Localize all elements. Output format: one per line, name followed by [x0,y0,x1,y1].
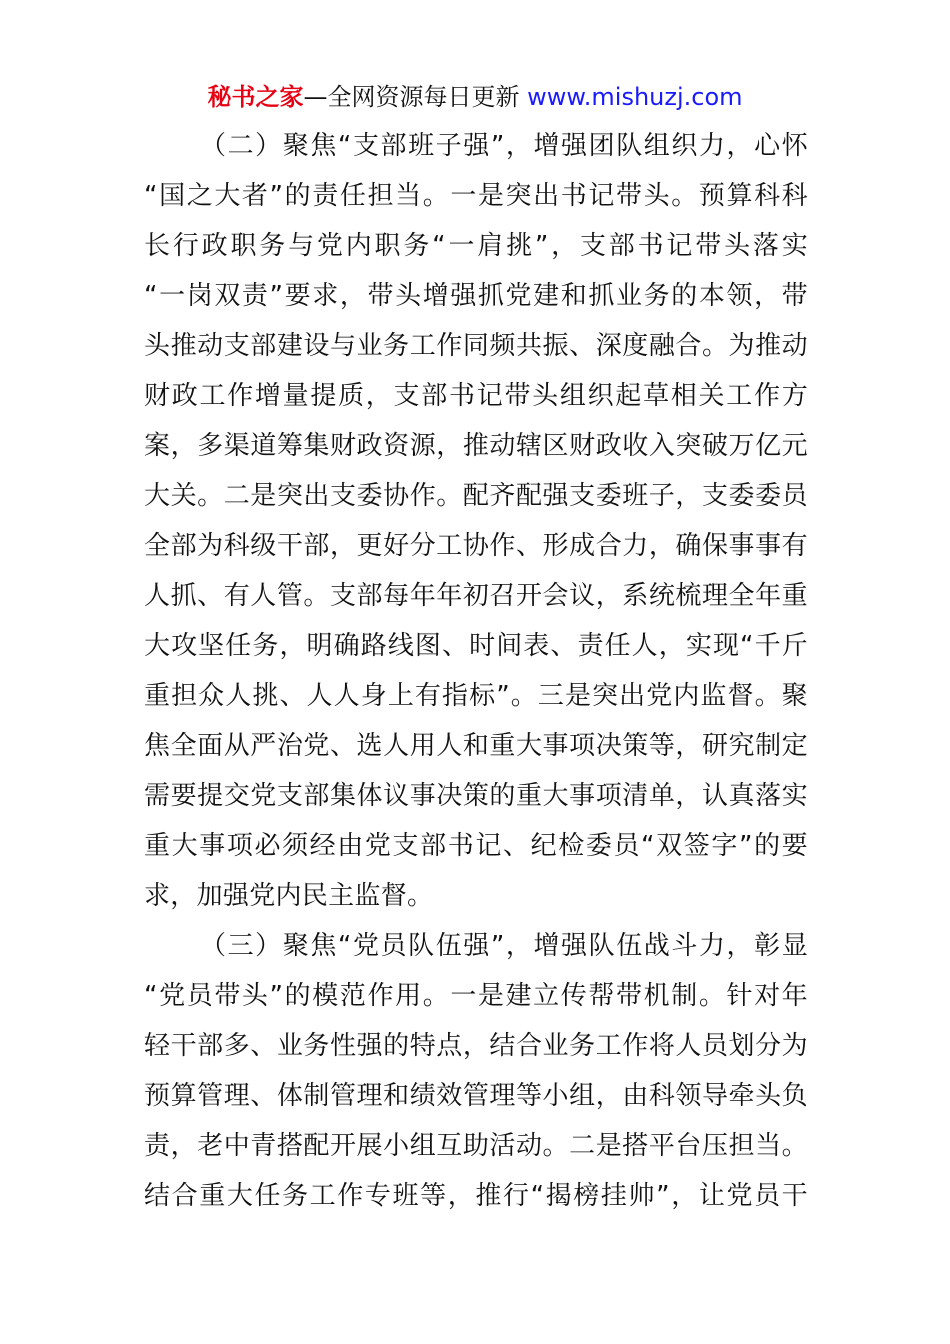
paragraph-line: 大关。二是突出支委协作。配齐配强支委班子，支委委员 [144,481,808,511]
paragraph-section-3 [144,921,808,1221]
paragraph-line: “国之大者”的责任担当。一是突出书记带头。预算科科 [144,181,808,211]
document-body [144,121,808,1221]
paragraph-line: 结合重大任务工作专班等，推行“揭榜挂帅”，让党员干 [144,1181,808,1211]
site-url-link[interactable]: www.mishuzj.com [527,83,743,111]
paragraph-line: 预算管理、体制管理和绩效管理等小组，由科领导牵头负 [144,1081,808,1111]
site-brand: 秘书之家 [207,83,304,111]
paragraph-line: 需要提交党支部集体议事决策的重大事项清单，认真落实 [144,781,808,811]
paragraph-line: 求，加强党内民主监督。 [144,881,434,911]
paragraph-line: （二）聚焦“支部班子强”，增强团队组织力，心怀 [200,131,808,161]
paragraph-line: 焦全面从严治党、选人用人和重大事项决策等，研究制定 [144,731,808,761]
paragraph-line: 重担众人挑、人人身上有指标”。三是突出党内监督。聚 [144,681,808,711]
paragraph-line: 财政工作增量提质，支部书记带头组织起草相关工作方 [144,381,808,411]
paragraph-line: （三）聚焦“党员队伍强”，增强队伍战斗力，彰显 [200,931,808,961]
site-header [0,80,950,114]
paragraph-line: 责，老中青搭配开展小组互助活动。二是搭平台压担当。 [144,1131,808,1161]
paragraph-line: 重大事项必须经由党支部书记、纪检委员“双签字”的要 [144,831,808,861]
paragraph-line: 全部为科级干部，更好分工协作、形成合力，确保事事有 [144,531,808,561]
paragraph-line: “党员带头”的模范作用。一是建立传帮带机制。针对年 [144,981,808,1011]
paragraph-line: 大攻坚任务，明确路线图、时间表、责任人，实现“千斤 [144,631,808,661]
paragraph-line: 轻干部多、业务性强的特点，结合业务工作将人员划分为 [144,1031,808,1061]
paragraph-line: “一岗双责”要求，带头增强抓党建和抓业务的本领，带 [144,281,808,311]
paragraph-line: 人抓、有人管。支部每年年初召开会议，系统梳理全年重 [144,581,808,611]
paragraph-section-2 [144,121,808,921]
paragraph-line: 头推动支部建设与业务工作同频共振、深度融合。为推动 [144,331,808,361]
paragraph-line: 长行政职务与党内职务“一肩挑”，支部书记带头落实 [144,231,808,261]
paragraph-line: 案，多渠道筹集财政资源，推动辖区财政收入突破万亿元 [144,431,808,461]
site-tagline: —全网资源每日更新 [303,83,520,111]
